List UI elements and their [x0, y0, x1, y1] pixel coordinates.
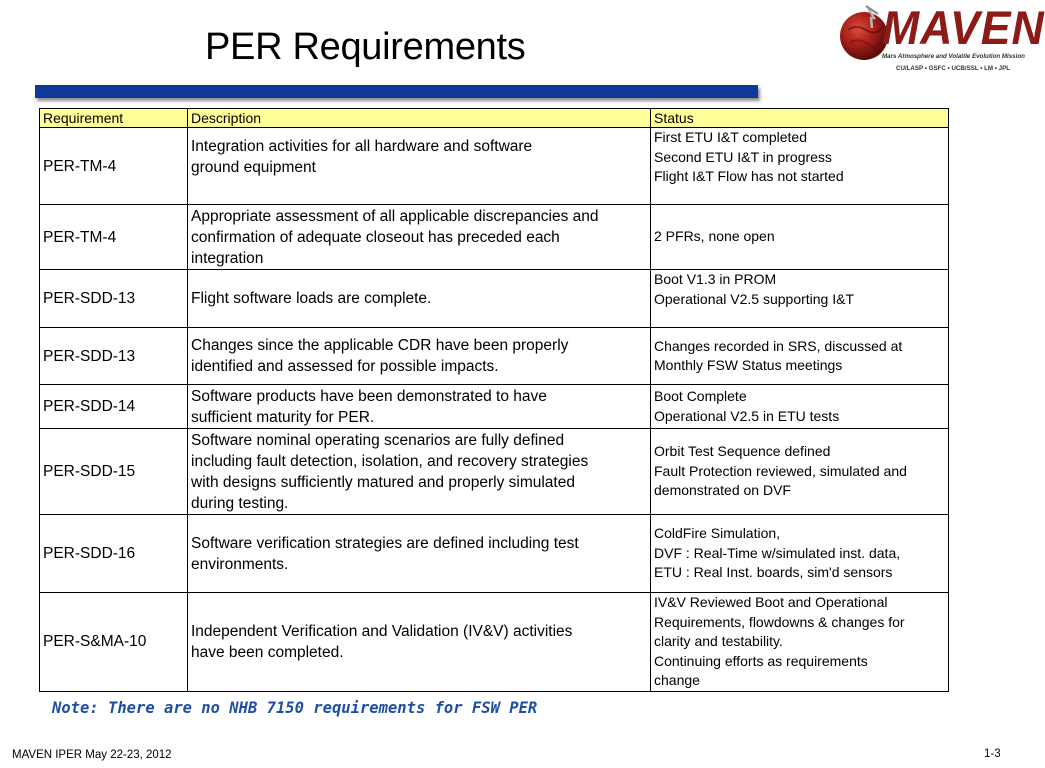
status-cell: [651, 515, 949, 593]
status-cell: [651, 593, 949, 692]
table-row: [40, 515, 949, 593]
requirement-cell: PER-SDD-15: [40, 429, 188, 515]
description-cell: [188, 593, 651, 692]
logo-partners: CU/LASP • GSFC • UCB/SSL • LM • JPL: [896, 65, 1010, 72]
table-row: [40, 270, 949, 328]
status-line: DVF : Real-Time w/simulated inst. data,: [654, 544, 901, 561]
requirements-table: [39, 108, 949, 692]
slide-title: PER Requirements: [205, 26, 526, 68]
description-line: identified and assessed for possible impacts.: [191, 358, 499, 375]
description-cell: [188, 205, 651, 270]
status-line: Operational V2.5 supporting I&T: [654, 290, 855, 307]
requirement-cell: PER-S&MA-10: [40, 593, 188, 692]
description-line: Software products have been demonstrated to have: [191, 387, 547, 405]
description-cell: [188, 429, 651, 515]
description-line: Software nominal operating scenarios are fully defined: [191, 431, 565, 449]
description-cell: [188, 128, 651, 205]
status-line: demonstrated on DVF: [654, 482, 791, 499]
description-cell: [188, 328, 651, 385]
status-line: Continuing efforts as requirements: [654, 652, 868, 669]
table-row: [40, 385, 949, 429]
description-line: have been completed.: [191, 643, 344, 661]
table-row: [40, 328, 949, 385]
description-line: integration: [191, 249, 264, 267]
status-line: Second ETU I&T in progress: [654, 148, 832, 165]
description-line: sufficient maturity for PER.: [191, 408, 375, 426]
status-line: Boot V1.3 in PROM: [654, 271, 777, 287]
header-requirement: Requirement: [40, 109, 188, 128]
status-line: ETU : Real Inst. boards, sim'd sensors: [654, 564, 893, 581]
requirement-cell: PER-SDD-16: [40, 515, 188, 593]
status-cell: [651, 385, 949, 429]
description-line: with designs sufficiently matured and properly simulated: [191, 473, 575, 491]
status-line: Requirements, flowdowns & changes for: [654, 613, 905, 630]
status-line: 2 PFRs, none open: [654, 228, 775, 245]
description-line: during testing.: [191, 494, 289, 512]
description-line: Independent Verification and Validation (IV&V) activities: [191, 622, 573, 640]
requirement-cell: PER-SDD-14: [40, 385, 188, 429]
description-cell: [188, 515, 651, 593]
description-line: Integration activities for all hardware and software: [191, 138, 533, 155]
status-line: Monthly FSW Status meetings: [654, 357, 843, 373]
status-line: clarity and testability.: [654, 633, 783, 649]
description-line: confirmation of adequate closeout has preceded each: [191, 228, 560, 246]
status-cell: [651, 270, 949, 328]
status-line: Changes recorded in SRS, discussed at: [654, 337, 903, 354]
table-row: [40, 128, 949, 205]
footnote: Note: There are no NHB 7150 requirements for FSW PER: [52, 699, 538, 717]
description-cell: [188, 270, 651, 328]
title-rule: [35, 85, 758, 98]
description-line: Software verification strategies are defined including test: [191, 534, 579, 552]
footer-event: MAVEN IPER May 22-23, 2012: [12, 749, 172, 761]
page-number: 1-3: [984, 748, 1001, 760]
description-line: Flight software loads are complete.: [191, 290, 432, 307]
table-row: [40, 205, 949, 270]
table-row: [40, 429, 949, 515]
status-line: Fault Protection reviewed, simulated and: [654, 462, 907, 479]
status-cell: [651, 429, 949, 515]
description-cell: [188, 385, 651, 429]
status-line: First ETU I&T completed: [654, 129, 808, 145]
description-line: including fault detection, isolation, and recovery strategies: [191, 452, 589, 470]
description-line: Changes since the applicable CDR have been properly: [191, 337, 569, 354]
status-line: change: [654, 672, 700, 688]
status-cell: [651, 328, 949, 385]
header-status: Status: [651, 109, 949, 128]
maven-logo: [836, 1, 1045, 80]
requirement-cell: PER-TM-4: [40, 128, 188, 205]
description-line: environments.: [191, 555, 289, 573]
status-line: ColdFire Simulation,: [654, 525, 781, 542]
table-header-row: [40, 109, 949, 128]
requirement-cell: PER-TM-4: [40, 205, 188, 270]
description-line: Appropriate assessment of all applicable discrepancies and: [191, 207, 599, 225]
status-line: Operational V2.5 in ETU tests: [654, 407, 840, 424]
requirement-cell: PER-SDD-13: [40, 270, 188, 328]
logo-wordmark: MAVEN: [882, 1, 1045, 54]
status-line: Flight I&T Flow has not started: [654, 168, 844, 184]
header-description: Description: [188, 109, 651, 128]
status-line: Orbit Test Sequence defined: [654, 443, 831, 460]
status-line: IV&V Reviewed Boot and Operational: [654, 594, 888, 610]
status-cell: [651, 128, 949, 205]
description-line: ground equipment: [191, 159, 316, 176]
requirement-cell: PER-SDD-13: [40, 328, 188, 385]
logo-tagline: Mars Atmosphere and Volatile Evolution Mission: [882, 53, 1025, 60]
status-cell: [651, 205, 949, 270]
table-row: [40, 593, 949, 692]
status-line: Boot Complete: [654, 388, 747, 404]
